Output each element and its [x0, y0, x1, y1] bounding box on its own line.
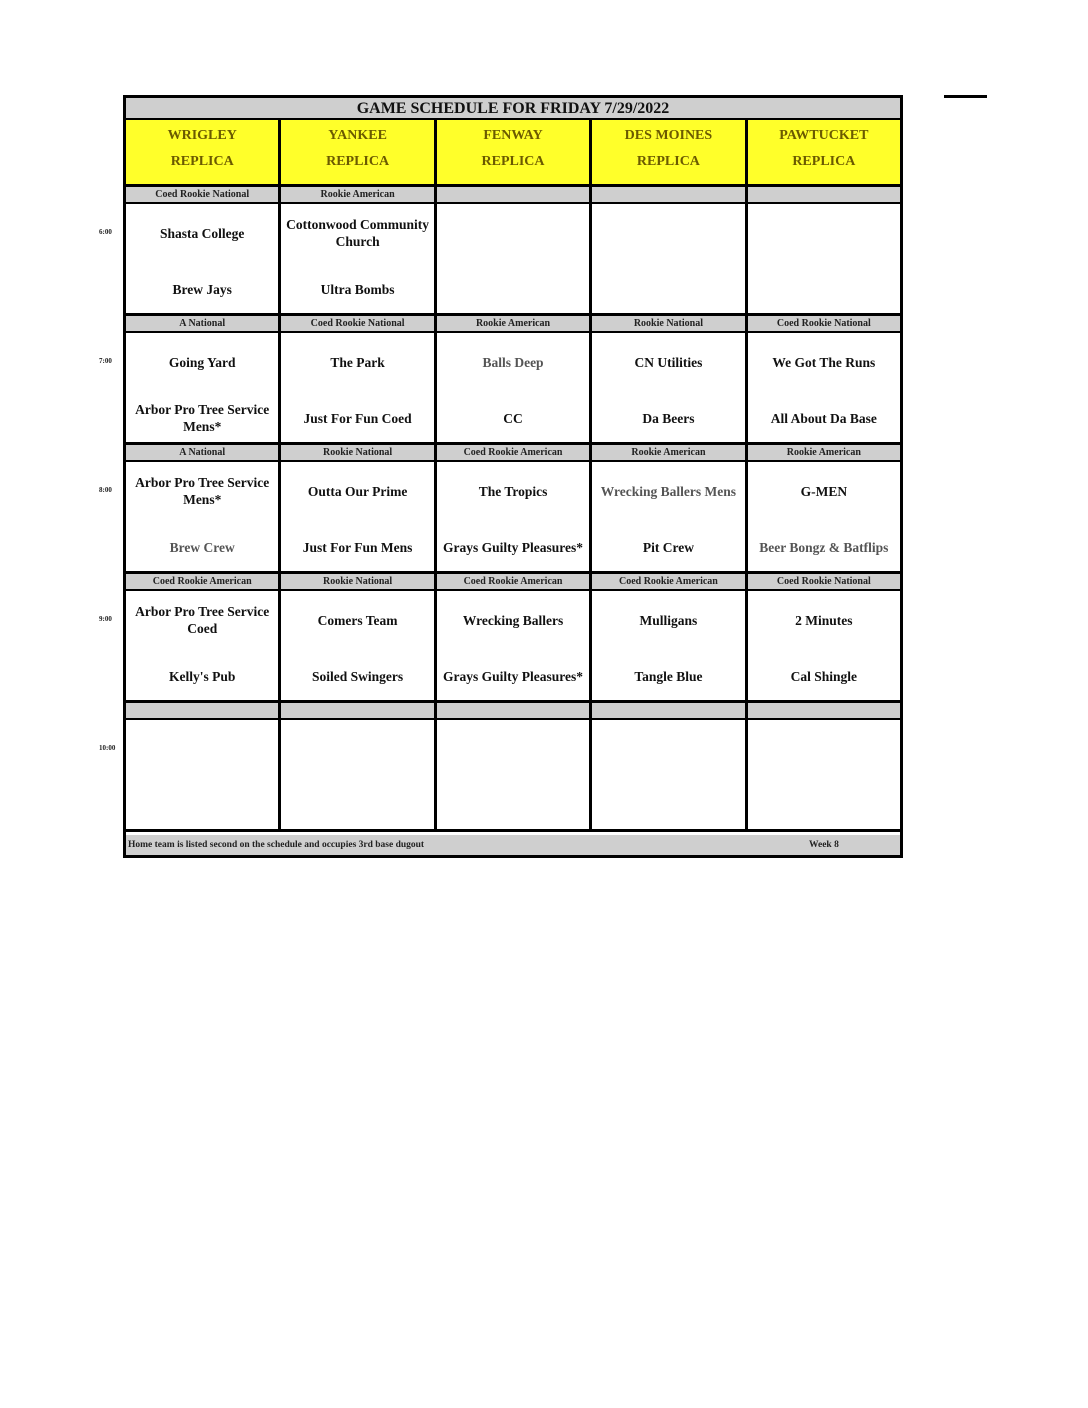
time-slot-block — [126, 445, 900, 574]
division-label: Rookie American — [748, 445, 900, 462]
game-cell — [437, 591, 592, 703]
game-row — [126, 333, 900, 445]
away-team — [439, 730, 587, 768]
away-team: Going Yard — [168, 354, 236, 370]
time-label: 9:00 — [99, 615, 112, 623]
game-row — [126, 591, 900, 703]
division-label — [592, 187, 747, 204]
home-team: Tangle Blue — [634, 668, 703, 684]
field-header-fenway — [437, 120, 592, 187]
game-cell — [126, 462, 281, 574]
time-label: 6:00 — [99, 228, 112, 236]
game-cell — [748, 591, 900, 703]
game-cell — [592, 720, 747, 832]
game-cell — [437, 462, 592, 574]
away-team — [439, 214, 587, 252]
division-label: Coed Rookie American — [592, 574, 747, 591]
division-label: Rookie American — [437, 316, 592, 333]
division-label — [437, 187, 592, 204]
game-cell — [748, 204, 900, 316]
away-team — [594, 214, 742, 252]
game-cell — [437, 720, 592, 832]
field-header-des-moines — [592, 120, 747, 187]
division-row — [126, 574, 900, 591]
away-team — [283, 730, 431, 768]
corner-dash — [944, 95, 987, 98]
division-label: Rookie American — [281, 187, 436, 204]
division-label — [126, 703, 281, 720]
away-team: We Got The Runs — [772, 354, 876, 370]
home-team — [128, 786, 276, 824]
away-team: The Tropics — [478, 483, 548, 499]
away-team: Arbor Pro Tree Service Mens* — [135, 475, 270, 507]
home-team — [439, 786, 587, 824]
division-row — [126, 187, 900, 204]
home-team: Grays Guilty Pleasures* — [443, 668, 584, 684]
division-label: Rookie American — [592, 445, 747, 462]
time-slot-block — [126, 187, 900, 316]
time-slot-block — [126, 703, 900, 832]
away-team: Outta Our Prime — [307, 483, 408, 499]
field-header-yankee — [281, 120, 436, 187]
away-team: Wrecking Ballers Mens — [600, 483, 737, 499]
home-team-note: Home team is listed second on the schedule and occupies 3rd base dugout — [128, 840, 425, 850]
schedule-title: GAME SCHEDULE FOR FRIDAY 7/29/2022 — [126, 98, 900, 120]
away-team: 2 Minutes — [795, 612, 853, 628]
division-label — [748, 187, 900, 204]
away-team: Comers Team — [317, 612, 398, 628]
division-label: Coed Rookie American — [126, 574, 281, 591]
field-sub: REPLICA — [636, 154, 700, 169]
game-cell — [592, 591, 747, 703]
division-row — [126, 445, 900, 462]
field-sub: REPLICA — [481, 154, 545, 169]
schedule-sheet — [123, 95, 903, 858]
game-cell — [281, 591, 436, 703]
division-label: Rookie National — [281, 574, 436, 591]
field-name: FENWAY — [483, 128, 543, 143]
away-team: Balls Deep — [482, 354, 544, 370]
game-cell — [126, 333, 281, 445]
game-cell — [281, 462, 436, 574]
division-label — [437, 703, 592, 720]
away-team: Shasta College — [160, 225, 245, 241]
game-cell — [281, 720, 436, 832]
away-team: The Park — [330, 354, 385, 370]
field-sub: REPLICA — [326, 154, 390, 169]
home-team: Soiled Swingers — [312, 668, 404, 684]
game-cell — [126, 204, 281, 316]
home-team: Pit Crew — [642, 539, 694, 555]
time-label: 8:00 — [99, 486, 112, 494]
home-team: Kelly's Pub — [169, 668, 236, 684]
game-cell — [748, 462, 900, 574]
game-cell — [281, 204, 436, 316]
game-cell — [126, 591, 281, 703]
division-label: Coed Rookie American — [437, 574, 592, 591]
time-slot-block — [126, 574, 900, 703]
division-label: Coed Rookie National — [126, 187, 281, 204]
away-team — [594, 730, 742, 768]
home-team — [594, 270, 742, 308]
time-label: 7:00 — [99, 357, 112, 365]
game-cell — [748, 720, 900, 832]
home-team: Grays Guilty Pleasures* — [443, 539, 584, 555]
away-team: Mulligans — [639, 612, 698, 628]
game-cell — [437, 204, 592, 316]
home-team: Brew Crew — [169, 539, 235, 555]
home-team: All About Da Base — [770, 410, 877, 426]
field-name: PAWTUCKET — [779, 128, 869, 143]
game-cell — [592, 462, 747, 574]
home-team: Da Beers — [642, 410, 695, 426]
game-cell — [281, 333, 436, 445]
game-cell — [592, 333, 747, 445]
home-team: Brew Jays — [172, 281, 232, 297]
division-label: Rookie National — [281, 445, 436, 462]
week-label: Week 8 — [809, 840, 839, 850]
division-label: A National — [126, 445, 281, 462]
division-label — [592, 703, 747, 720]
game-cell — [126, 720, 281, 832]
away-team: Wrecking Ballers — [462, 612, 564, 628]
time-slot-block — [126, 316, 900, 445]
schedule-footer — [126, 835, 900, 855]
field-name: YANKEE — [328, 128, 387, 143]
away-team — [750, 730, 898, 768]
division-label: Coed Rookie National — [748, 574, 900, 591]
division-label — [748, 703, 900, 720]
game-row — [126, 720, 900, 832]
division-row — [126, 703, 900, 720]
division-row — [126, 316, 900, 333]
field-header-pawtucket — [748, 120, 900, 187]
division-label: A National — [126, 316, 281, 333]
game-cell — [437, 333, 592, 445]
home-team: Beer Bongz & Batflips — [759, 539, 889, 555]
game-row — [126, 462, 900, 574]
home-team — [439, 270, 587, 308]
time-label: 10:00 — [99, 744, 116, 752]
field-header-row — [126, 120, 900, 187]
home-team — [594, 786, 742, 824]
game-cell — [592, 204, 747, 316]
field-name: WRIGLEY — [167, 128, 237, 143]
home-team — [750, 786, 898, 824]
field-sub: REPLICA — [792, 154, 856, 169]
away-team: Cottonwood Community Church — [286, 217, 430, 249]
away-team: CN Utilities — [634, 354, 703, 370]
home-team — [283, 786, 431, 824]
home-team: Just For Fun Coed — [303, 410, 412, 426]
home-team: Ultra Bombs — [320, 281, 395, 297]
division-label: Coed Rookie National — [748, 316, 900, 333]
home-team: Arbor Pro Tree Service Mens* — [135, 402, 270, 434]
division-label — [281, 703, 436, 720]
away-team: Arbor Pro Tree Service Coed — [135, 604, 270, 636]
home-team: Just For Fun Mens — [302, 539, 413, 555]
game-row — [126, 204, 900, 316]
field-header-wrigley — [126, 120, 281, 187]
home-team: CC — [503, 410, 523, 426]
away-team: G-MEN — [800, 483, 848, 499]
away-team — [128, 730, 276, 768]
division-label: Coed Rookie American — [437, 445, 592, 462]
division-label: Rookie National — [592, 316, 747, 333]
field-name: DES MOINES — [624, 128, 713, 143]
away-team — [750, 214, 898, 252]
home-team — [750, 270, 898, 308]
field-sub: REPLICA — [170, 154, 234, 169]
home-team: Cal Shingle — [790, 668, 858, 684]
division-label: Coed Rookie National — [281, 316, 436, 333]
game-cell — [748, 333, 900, 445]
